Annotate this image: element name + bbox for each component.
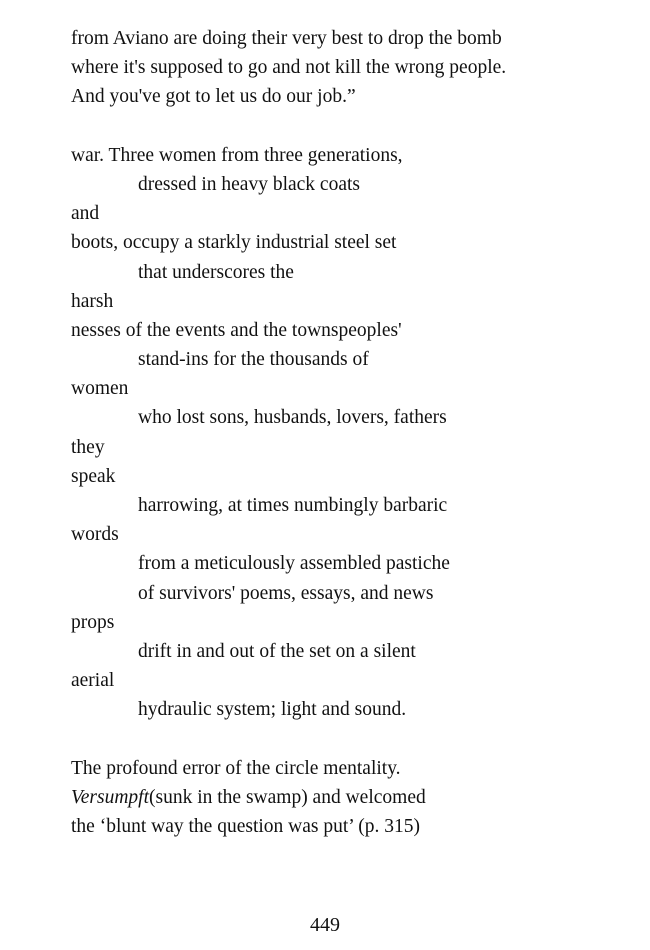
stanza-break [71, 112, 631, 141]
text-line: props [71, 611, 115, 633]
text-line: the ‘blunt way the question was put’ (p. 315) [71, 816, 420, 838]
italic-word: Versumpft [71, 786, 149, 808]
indented-line: that underscores the [138, 261, 294, 283]
text-line: nesses of the events and the townspeoples' [71, 319, 402, 341]
page-number: 449 [310, 914, 340, 936]
indented-line: hydraulic system; light and sound. [138, 699, 407, 721]
text-line: war. Three women from three generations, [71, 144, 403, 166]
indented-line: stand-ins for the thousands of [138, 349, 369, 371]
text-line: women [71, 378, 129, 400]
indented-line: dressed in heavy black coats [138, 173, 361, 195]
text-line: The profound error of the circle mentality. [71, 757, 401, 779]
text-line: from Aviano are doing their very best to drop the bomb [71, 28, 502, 49]
indented-line: from a meticulously assembled pastiche [138, 553, 450, 575]
text-line: aerial [71, 670, 115, 692]
text-line: And you've got to let us do our job.” [71, 86, 356, 108]
text-line: speak [71, 465, 116, 487]
stanza-break [71, 725, 631, 754]
text-line: they [71, 436, 105, 458]
indented-line: harrowing, at times numbingly barbaric [138, 495, 448, 516]
text-line: harsh [71, 290, 114, 312]
text-span: (sunk in the swamp) and welcomed [149, 786, 426, 808]
text-line: where it's supposed to go and not kill the wrong people. [71, 57, 507, 79]
indented-line: who lost sons, husbands, lovers, fathers [138, 407, 447, 429]
indented-line: of survivors' poems, essays, and news [138, 582, 434, 604]
text-line: boots, occupy a starkly industrial steel set [71, 232, 397, 254]
text-line-with-italic [71, 783, 631, 812]
poem-text [71, 24, 631, 841]
text-line: and [71, 203, 100, 225]
text-line: words [71, 524, 119, 546]
indented-line: drift in and out of the set on a silent [138, 640, 416, 662]
